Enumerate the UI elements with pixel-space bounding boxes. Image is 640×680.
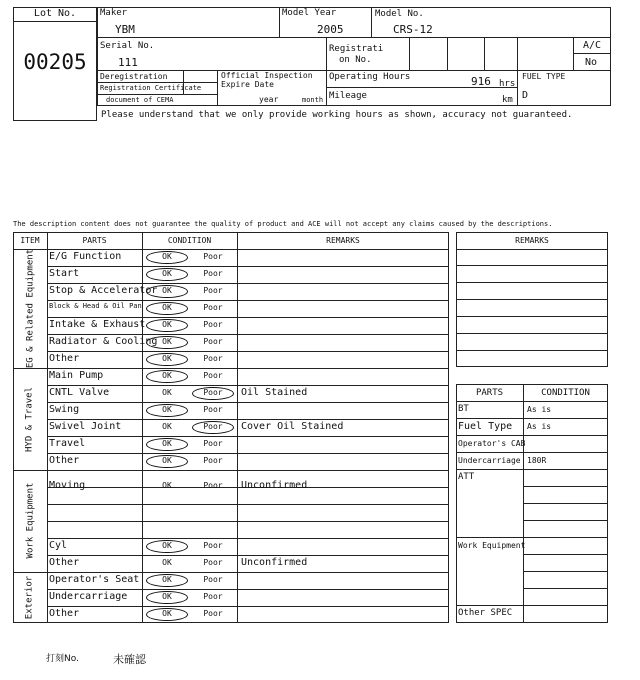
ok-selected-circle: [146, 404, 188, 417]
operating-hours-value: 916: [471, 75, 491, 88]
remark-text: Unconfirmed: [241, 557, 308, 568]
part-label: Swivel Joint: [49, 421, 122, 432]
part-label: Start: [49, 268, 80, 279]
ok-selected-circle: [146, 285, 188, 298]
ok-option[interactable]: OK: [162, 371, 172, 380]
spec-part-bt: BT: [458, 404, 469, 414]
part-label: Other: [49, 455, 80, 466]
ac-value: No: [585, 57, 598, 68]
ok-selected-circle: [146, 268, 188, 281]
poor-option[interactable]: Poor: [203, 286, 223, 295]
working-hours-note: Please understand that we only provide working hours as shown, accuracy not guaranteed.: [101, 110, 573, 120]
right-remarks-header: REMARKS: [515, 236, 549, 245]
item-header: ITEM: [20, 236, 40, 245]
ok-selected-circle: [146, 353, 188, 366]
poor-option[interactable]: Poor: [203, 388, 223, 397]
ok-selected-circle: [146, 319, 188, 332]
mileage-label: Mileage: [329, 91, 367, 101]
other-spec-label: Other SPEC: [458, 608, 513, 618]
ok-option[interactable]: OK: [162, 320, 172, 329]
remark-text: Cover Oil Stained: [241, 421, 344, 432]
registration-no-label-1: Registrati: [329, 44, 384, 54]
poor-option[interactable]: Poor: [203, 592, 223, 601]
poor-option[interactable]: Poor: [203, 303, 223, 312]
serial-no-value: 111: [118, 56, 138, 69]
spec-condition-header: CONDITION: [541, 388, 590, 398]
poor-selected-circle: [192, 421, 234, 434]
remark-text: Unconfirmed: [241, 480, 308, 491]
group-label-work: Work Equipment: [25, 482, 36, 559]
hrs-label: hrs: [499, 79, 516, 89]
ok-option[interactable]: OK: [162, 456, 172, 465]
att-label: ATT: [458, 472, 475, 482]
ok-selected-circle: [146, 336, 188, 349]
registration-certificate-label: Registration Certificate: [100, 84, 202, 92]
stamp-no-label: 打刻No.: [46, 654, 79, 664]
poor-option[interactable]: Poor: [203, 371, 223, 380]
part-label: E/G Function: [49, 251, 122, 262]
part-label: Swing: [49, 404, 80, 415]
ok-option[interactable]: OK: [162, 609, 172, 618]
operating-hours-label: Operating Hours: [329, 72, 411, 82]
ok-selected-circle: [146, 251, 188, 264]
group-label-hyd: HYD & Travel: [24, 386, 35, 453]
ok-option[interactable]: OK: [162, 439, 172, 448]
work-equipment-label: Work Equipment: [458, 541, 526, 550]
ac-label: A/C: [583, 40, 602, 51]
model-year-value: 2005: [317, 23, 344, 36]
ok-option[interactable]: OK: [162, 269, 172, 278]
poor-option[interactable]: Poor: [203, 541, 223, 550]
ok-selected-circle: [146, 302, 188, 315]
lot-no-value: 00205: [23, 50, 87, 74]
ok-option[interactable]: OK: [162, 422, 172, 431]
spec-condition-undercarriage: 180R: [527, 456, 547, 465]
poor-option[interactable]: Poor: [203, 575, 223, 584]
lot-no-label: Lot No.: [33, 8, 77, 19]
serial-no-label: Serial No.: [100, 41, 155, 51]
document-cema-label: document of CEMA: [106, 96, 174, 104]
part-label: Cyl: [49, 540, 68, 551]
fuel-type-value: D: [522, 90, 529, 101]
part-label: Other: [49, 608, 80, 619]
official-inspection-label-1: Official Inspection: [221, 71, 313, 80]
ok-option[interactable]: OK: [162, 558, 172, 567]
parts-header: PARTS: [82, 236, 107, 245]
poor-option[interactable]: Poor: [203, 252, 223, 261]
part-label: Radiator & Cooling: [49, 336, 158, 347]
condition-header: CONDITION: [167, 236, 212, 245]
ok-option[interactable]: OK: [162, 405, 172, 414]
disclaimer-text: The description content does not guarantee the quality of product and ACE will not accept any claims caused by the descriptions.: [13, 220, 553, 228]
part-label: CNTL Valve: [49, 387, 110, 398]
part-label: Travel: [49, 438, 86, 449]
part-label: Intake & Exhaust: [49, 319, 146, 330]
month-label: month: [302, 96, 324, 104]
poor-option[interactable]: Poor: [203, 481, 223, 490]
poor-option[interactable]: Poor: [203, 558, 223, 567]
spec-part-fuel-type: Fuel Type: [458, 421, 513, 432]
km-label: km: [502, 95, 513, 105]
ok-option[interactable]: OK: [162, 575, 172, 584]
ok-option[interactable]: OK: [162, 388, 172, 397]
maker-value: YBM: [115, 23, 135, 36]
ok-option[interactable]: OK: [162, 286, 172, 295]
part-label: Moving: [49, 480, 86, 491]
ok-selected-circle: [146, 438, 188, 451]
ok-selected-circle: [146, 591, 188, 604]
spec-part-undercarriage: Undercarriage: [458, 456, 521, 465]
stamp-no-value: 未確認: [113, 653, 146, 666]
poor-option[interactable]: Poor: [203, 337, 223, 346]
ok-selected-circle: [146, 540, 188, 553]
ok-selected-circle: [146, 608, 188, 621]
part-label: Main Pump: [49, 370, 104, 381]
part-label: Operator's Seat: [49, 574, 140, 585]
ok-option[interactable]: OK: [162, 541, 172, 550]
poor-option[interactable]: Poor: [203, 456, 223, 465]
model-year-label: Model Year: [282, 8, 337, 18]
model-no-value: CRS-12: [393, 23, 433, 36]
model-no-label: Model No.: [375, 9, 424, 19]
part-label: Block & Head & Oil Pan: [49, 302, 142, 310]
spec-condition-fuel-type: As is: [527, 422, 552, 431]
fuel-type-label: FUEL TYPE: [522, 72, 566, 81]
part-label: Other: [49, 557, 80, 568]
ok-option[interactable]: OK: [162, 354, 172, 363]
poor-option[interactable]: Poor: [203, 269, 223, 278]
part-label: Other: [49, 353, 80, 364]
ok-selected-circle: [146, 370, 188, 383]
spec-parts-header: PARTS: [475, 388, 504, 398]
registration-no-label-2: on No.: [339, 55, 372, 65]
part-label: Stop & Accelerator: [49, 285, 158, 296]
ok-selected-circle: [146, 574, 188, 587]
deregistration-label: Deregistration: [100, 72, 168, 81]
year-label: year: [259, 95, 279, 104]
poor-selected-circle: [192, 387, 234, 400]
poor-option[interactable]: Poor: [203, 422, 223, 431]
part-label: Undercarriage: [49, 591, 128, 602]
poor-option[interactable]: Poor: [203, 354, 223, 363]
poor-option[interactable]: Poor: [203, 320, 223, 329]
group-label-exterior: Exterior: [24, 575, 35, 620]
maker-label: Maker: [100, 8, 128, 18]
spec-part-operator-cab: Operator's CAB: [458, 439, 526, 448]
ok-option[interactable]: OK: [162, 252, 172, 261]
ok-option[interactable]: OK: [162, 303, 172, 312]
poor-option[interactable]: Poor: [203, 439, 223, 448]
ok-option[interactable]: OK: [162, 592, 172, 601]
poor-option[interactable]: Poor: [203, 609, 223, 618]
remark-text: Oil Stained: [241, 387, 308, 398]
spec-condition-bt: As is: [527, 405, 552, 414]
official-inspection-label-2: Expire Date: [221, 80, 274, 89]
ok-selected-circle: [146, 455, 188, 468]
remarks-header: REMARKS: [326, 236, 360, 245]
ok-option[interactable]: OK: [162, 481, 172, 490]
ok-option[interactable]: OK: [162, 337, 172, 346]
group-label-eg: EG & Related Equipment: [25, 248, 36, 369]
poor-option[interactable]: Poor: [203, 405, 223, 414]
